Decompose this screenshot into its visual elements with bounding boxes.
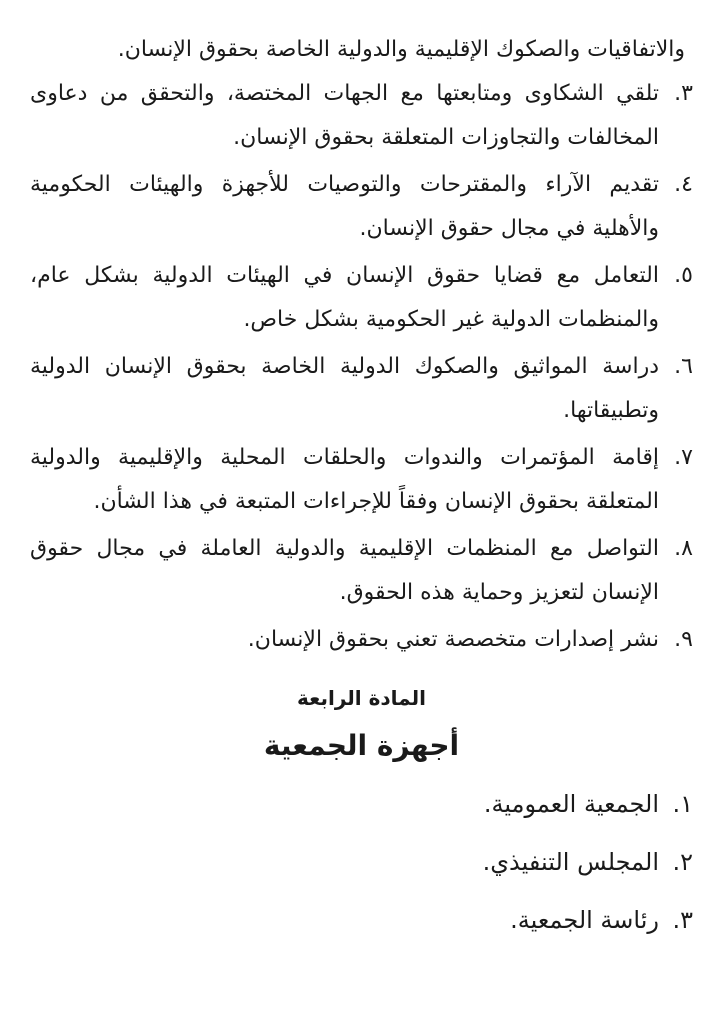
list-item (30, 436, 693, 524)
item-text: دراسة المواثيق والصكوك الدولية الخاصة بحقوق الإنسان الدولية وتطبيقاتها. (30, 354, 659, 423)
article-heading: المادة الرابعة (297, 686, 426, 710)
list-item (30, 892, 693, 948)
item-number: ٣. (672, 906, 693, 934)
objectives-list (30, 72, 693, 662)
item-number: ٧. (674, 445, 693, 470)
item-number: ٣. (674, 81, 693, 106)
item-text: الجمعية العمومية. (483, 790, 659, 818)
item-text: تقديم الآراء والمقترحات والتوصيات للأجهزة والهيئات الحكومية والأهلية في مجال حقوق الإنسان. (30, 172, 659, 241)
list-item (30, 254, 693, 342)
item-number: ٢. (672, 848, 693, 876)
item-number: ٩. (674, 627, 693, 652)
list-item (30, 72, 693, 160)
section-title: أجهزة الجمعية (263, 729, 460, 762)
item-text: إقامة المؤتمرات والندوات والحلقات المحلية والإقليمية والدولية المتعلقة بحقوق الإنسان وفقاً للإجراءات المتبعة في هذا الشأن. (30, 445, 659, 514)
organs-list (30, 776, 693, 948)
continued-paragraph: والاتفاقيات والصكوك الإقليمية والدولية الخاصة بحقوق الإنسان. (117, 37, 685, 62)
list-item (30, 618, 693, 662)
item-number: ١. (672, 790, 693, 818)
item-text: نشر إصدارات متخصصة تعني بحقوق الإنسان. (247, 627, 659, 652)
item-number: ٤. (674, 172, 693, 197)
item-text: التواصل مع المنظمات الإقليمية والدولية العاملة في مجال حقوق الإنسان لتعزيز وحماية هذه الحقوق. (30, 536, 659, 605)
item-text: التعامل مع قضايا حقوق الإنسان في الهيئات الدولية بشكل عام، والمنظمات الدولية غير الحكومية بشكل خاص. (30, 263, 659, 332)
item-text: المجلس التنفيذي. (482, 848, 659, 876)
list-item (30, 345, 693, 433)
item-number: ٨. (674, 536, 693, 561)
list-item (30, 834, 693, 890)
item-text: رئاسة الجمعية. (510, 906, 659, 934)
item-number: ٦. (674, 354, 693, 379)
item-number: ٥. (674, 263, 693, 288)
list-item (30, 527, 693, 615)
item-text: تلقي الشكاوى ومتابعتها مع الجهات المختصة، والتحقق من دعاوى المخالفات والتجاوزات المتعلقة بحقوق الإنسان. (30, 81, 659, 150)
list-item (30, 163, 693, 251)
list-item (30, 776, 693, 832)
